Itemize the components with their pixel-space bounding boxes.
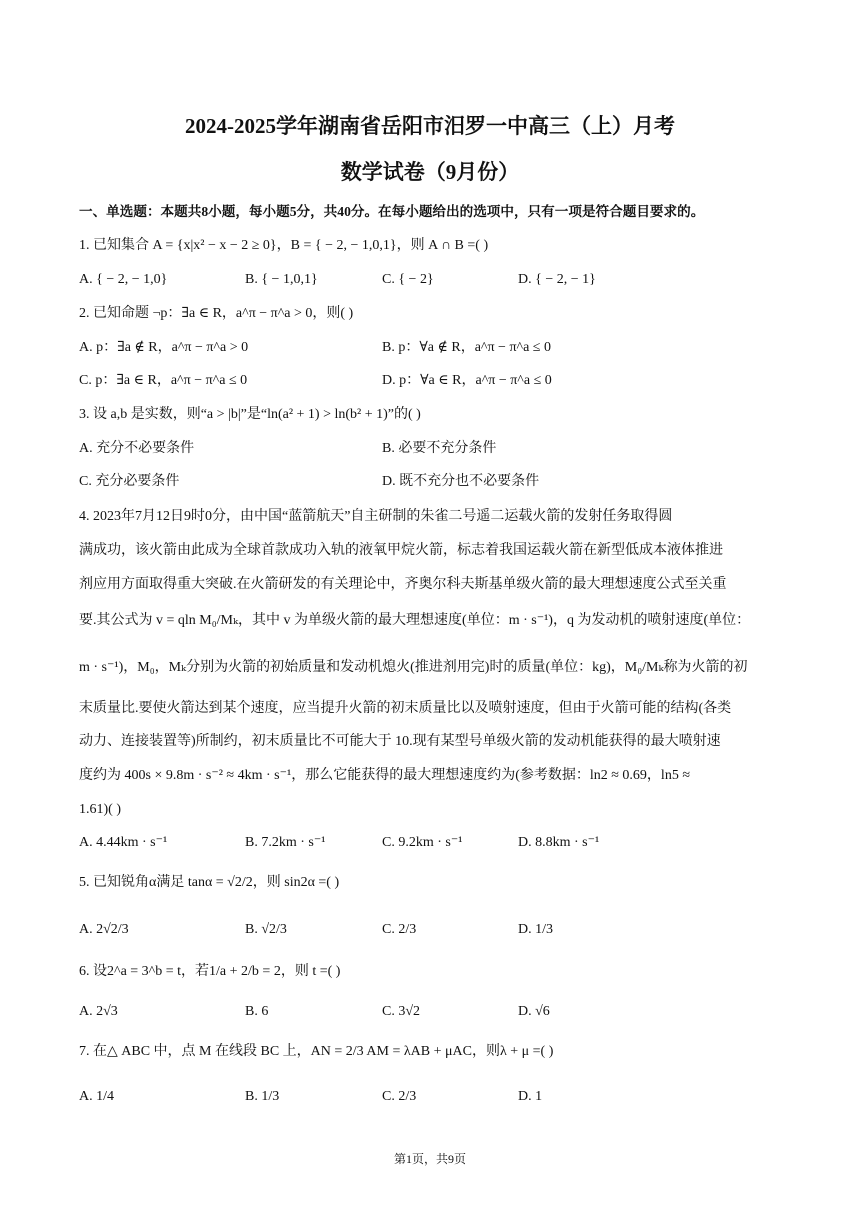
question-1-option-b: B. { − 1,0,1} bbox=[245, 272, 318, 287]
question-3-option-a: A. 充分不必要条件 bbox=[79, 441, 195, 456]
question-7-option-a: A. 1/4 bbox=[79, 1089, 114, 1104]
question-1-option-d: D. { − 2, − 1} bbox=[518, 272, 596, 287]
question-4-line-5: m · s⁻¹)，M₀，Mₖ分别为火箭的初始质量和发动机熄火(推进剂用完)时的质量(单位：kg)，M₀/Mₖ称为火箭的初 bbox=[79, 660, 748, 675]
question-4-line-8: 度约为 400s × 9.8m · s⁻² ≈ 4km · s⁻¹，那么它能获得的最大理想速度约为(参考数据：ln2 ≈ 0.69，ln5 ≈ bbox=[79, 768, 691, 783]
question-1-stem: 1. 已知集合 A = {x|x² − x − 2 ≥ 0}，B = { − 2, − 1,0,1}，则 A ∩ B =( ) bbox=[79, 238, 489, 253]
question-7-stem: 7. 在△ ABC 中，点 M 在线段 BC 上，AN = 2/3 AM = λAB + μAC，则λ + μ =( ) bbox=[79, 1044, 554, 1059]
question-4-line-6: 末质量比.要使火箭达到某个速度，应当提升火箭的初末质量比以及喷射速度，但由于火箭可能的结构(各类 bbox=[79, 701, 732, 716]
question-2-option-a: A. p：∃a ∉ R，a^π − π^a > 0 bbox=[79, 340, 249, 355]
question-4-option-a: A. 4.44km · s⁻¹ bbox=[79, 835, 168, 850]
question-3-option-d: D. 既不充分也不必要条件 bbox=[382, 474, 540, 489]
question-5-stem: 5. 已知锐角α满足 tanα = √2/2，则 sin2α =( ) bbox=[79, 875, 340, 890]
question-2-stem: 2. 已知命题 ¬p：∃a ∈ R，a^π − π^a > 0，则( ) bbox=[79, 306, 354, 321]
question-4-line-9: 1.61)( ) bbox=[79, 802, 121, 817]
question-1-option-c: C. { − 2} bbox=[382, 272, 434, 287]
question-4-option-b: B. 7.2km · s⁻¹ bbox=[245, 835, 326, 850]
section-heading: 一、单选题：本题共8小题，每小题5分，共40分。在每小题给出的选项中，只有一项是符合题目要求的。 bbox=[79, 204, 705, 219]
question-7-option-d: D. 1 bbox=[518, 1089, 543, 1104]
question-2-option-d: D. p：∀a ∈ R，a^π − π^a ≤ 0 bbox=[382, 373, 552, 388]
question-6-option-b: B. 6 bbox=[245, 1004, 269, 1019]
question-2-option-c: C. p：∃a ∈ R，a^π − π^a ≤ 0 bbox=[79, 373, 248, 388]
question-4-option-d: D. 8.8km · s⁻¹ bbox=[518, 835, 600, 850]
question-4-line-4: 要.其公式为 v = qln M₀/Mₖ，其中 v 为单级火箭的最大理想速度(单位：m · s⁻¹)，q 为发动机的喷射速度(单位： bbox=[79, 613, 751, 628]
question-4-line-2: 满成功，该火箭由此成为全球首款成功入轨的液氧甲烷火箭，标志着我国运载火箭在新型低成本液体推进 bbox=[79, 543, 723, 558]
question-4-line-1: 4. 2023年7月12日9时0分，由中国“蓝箭航天”自主研制的朱雀二号遥二运载火箭的发射任务取得圆 bbox=[79, 509, 673, 524]
page-title: 2024-2025学年湖南省岳阳市汨罗一中高三（上）月考 bbox=[185, 114, 675, 138]
question-3-option-b: B. 必要不充分条件 bbox=[382, 441, 497, 456]
question-3-option-c: C. 充分必要条件 bbox=[79, 474, 180, 489]
question-4-line-7: 动力、连接装置等)所制约，初末质量比不可能大于 10.现有某型号单级火箭的发动机能获得的最大喷射速 bbox=[79, 734, 721, 749]
question-5-option-c: C. 2/3 bbox=[382, 922, 417, 937]
question-6-option-a: A. 2√3 bbox=[79, 1004, 118, 1019]
question-7-option-c: C. 2/3 bbox=[382, 1089, 417, 1104]
page-number: 第1页，共9页 bbox=[393, 1152, 466, 1166]
page-subtitle: 数学试卷（9月份） bbox=[340, 160, 520, 184]
question-4-option-c: C. 9.2km · s⁻¹ bbox=[382, 835, 463, 850]
question-5-option-d: D. 1/3 bbox=[518, 922, 553, 937]
question-7-option-b: B. 1/3 bbox=[245, 1089, 280, 1104]
question-6-stem: 6. 设2^a = 3^b = t，若1/a + 2/b = 2，则 t =( ) bbox=[79, 964, 341, 979]
question-6-option-c: C. 3√2 bbox=[382, 1004, 421, 1019]
question-3-stem: 3. 设 a,b 是实数，则“a > |b|”是“ln(a² + 1) > ln(b² + 1)”的( ) bbox=[79, 407, 421, 422]
question-6-option-d: D. √6 bbox=[518, 1004, 550, 1019]
question-5-option-a: A. 2√2/3 bbox=[79, 922, 129, 937]
question-2-option-b: B. p：∀a ∉ R，a^π − π^a ≤ 0 bbox=[382, 340, 551, 355]
question-5-option-b: B. √2/3 bbox=[245, 922, 287, 937]
question-4-line-3: 剂应用方面取得重大突破.在火箭研发的有关理论中，齐奥尔科夫斯基单级火箭的最大理想速度公式至关重 bbox=[79, 577, 727, 592]
question-1-option-a: A. { − 2, − 1,0} bbox=[79, 272, 168, 287]
